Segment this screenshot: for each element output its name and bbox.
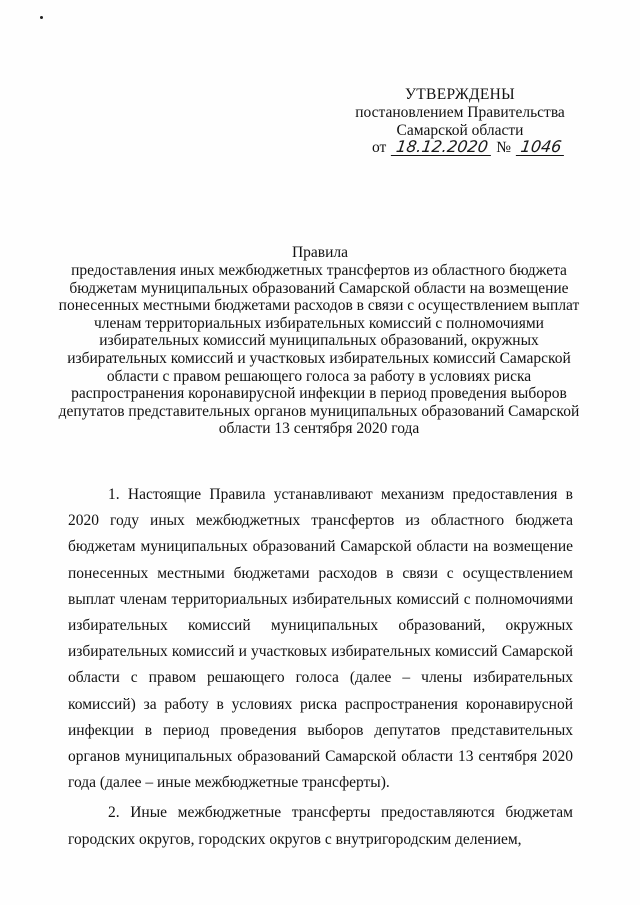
document-body: [68, 482, 573, 853]
scan-speck: [40, 16, 43, 19]
paragraph-1: 1. Настоящие Правила устанавливают механизм предоставления в 2020 году иных межбюджетных трансфертов из областного бюджета бюджетам муниципальных образований Самарской области на возмещение понесенных местными бюджетами расходов в связи с осуществлением выплат членам территориальных избирательных комиссий с полномочиями избирательных комиссий муниципальных образований, окружных избирательных комиссий и участковых избирательных комиссий Самарской области с правом решающего голоса (далее – члены избирательных комиссий) за работу в условиях риска распространения коронавирусной инфекции в период проведения выборов депутатов представительных органов муниципальных образований Самарской области 13 сентября 2020 года (далее – иные межбюджетные трансферты).: [68, 486, 573, 792]
handwritten-number: 1046: [516, 139, 566, 156]
date-prefix: от: [372, 139, 387, 156]
approval-title: УТВЕРЖДЕНЫ: [405, 86, 515, 103]
handwritten-date: 18.12.2020: [391, 139, 493, 156]
number-sign: №: [496, 139, 511, 156]
approval-line-1: постановлением Правительства: [355, 104, 565, 121]
approval-line-2: Самарской области: [396, 122, 524, 139]
document-subtitle: предоставления иных межбюджетных трансфертов из областного бюджета бюджетам муниципальных образований Самарской области на возмещение понесенных местными бюджетами расходов в связи с осуществлением выплат членам территориальных избирательных комиссий с полномочиями избирательных комиссий муниципальных образований, окружных избирательных комиссий и участковых избирательных комиссий Самарской области с правом решающего голоса за работу в условиях риска распространения коронавирусной инфекции в период проведения выборов депутатов представительных органов муниципальных образований Самарской области 13 сентября 2020 года: [58, 262, 580, 438]
approval-block: [340, 86, 580, 140]
approval-date-line: [372, 138, 565, 158]
document-title: Правила: [291, 244, 349, 261]
paragraph-2: 2. Иные межбюджетные трансферты предоставляются бюджетам городских округов, городских округов с внутригородским делением,: [68, 804, 573, 848]
